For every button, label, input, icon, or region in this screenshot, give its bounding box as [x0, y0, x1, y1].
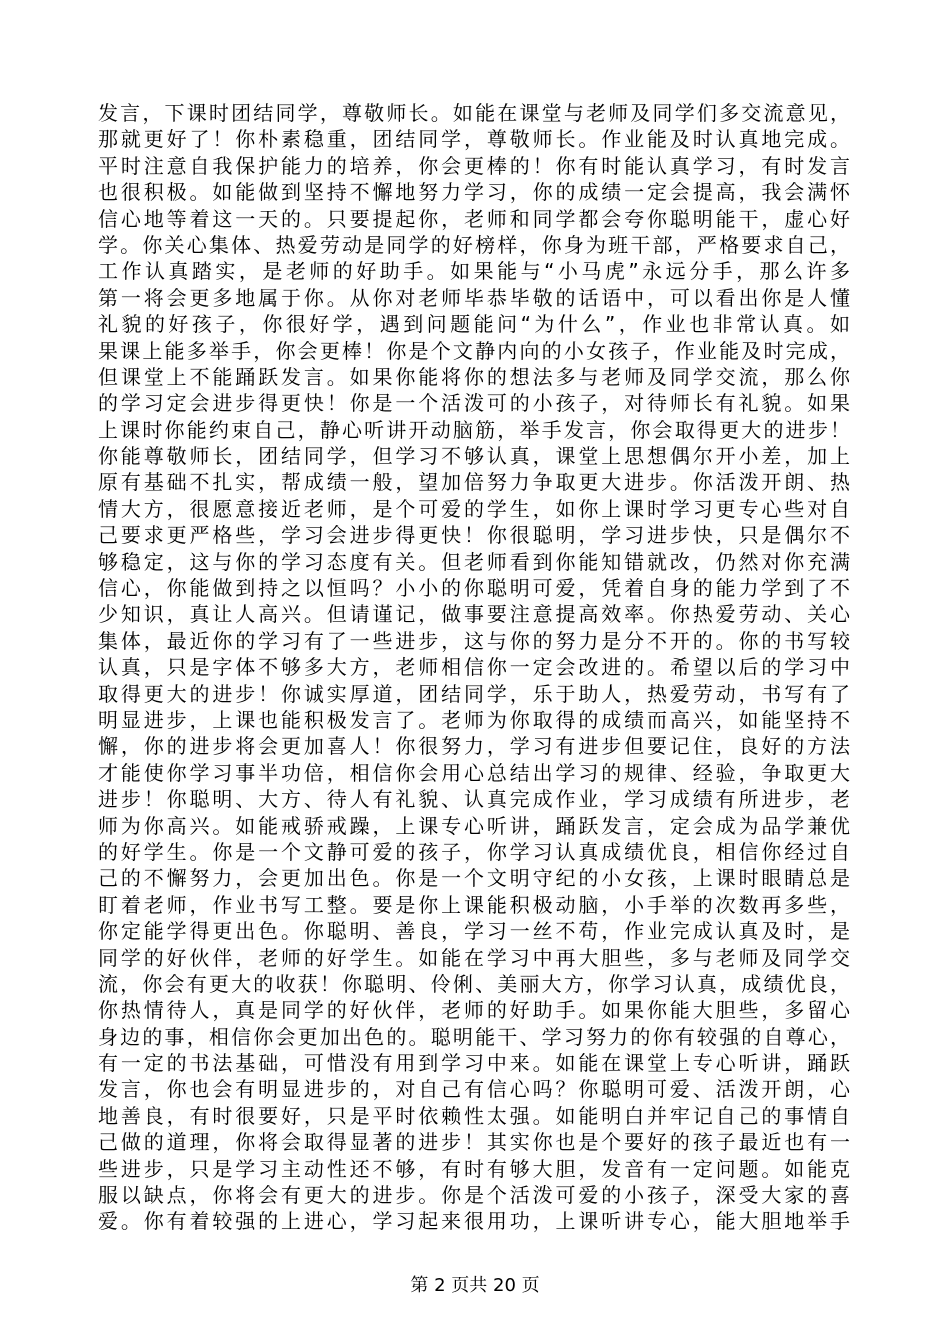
- text-line: 信心，你能做到持之以恒吗？小小的你聪明可爱，凭着自身的能力学到了不: [98, 576, 850, 601]
- text-line: 明显进步，上课也能积极发言了。老师为你取得的成绩而高兴，如能坚持不: [98, 707, 850, 732]
- text-line: 服以缺点，你将会有更大的进步。你是个活泼可爱的小孩子，深受大家的喜: [98, 1183, 850, 1208]
- text-line: 进步！你聪明、大方、待人有礼貌、认真完成作业，学习成绩有所进步，老: [98, 787, 850, 812]
- text-line: 平时注意自我保护能力的培养，你会更棒的！你有时能认真学习，有时发言: [98, 153, 850, 178]
- text-line: 少知识，真让人高兴。但请谨记，做事要注意提高效率。你热爱劳动、关心: [98, 602, 850, 627]
- text-line: 有一定的书法基础，可惜没有用到学习中来。如能在课堂上专心听讲，踊跃: [98, 1051, 850, 1076]
- text-line: 身边的事，相信你会更加出色的。聪明能干、学习努力的你有较强的自尊心，: [98, 1024, 850, 1049]
- text-line: 地善良，有时很要好，只是平时依赖性太强。如能明白并牢记自己的事情自: [98, 1103, 850, 1128]
- text-line: 果课上能多举手，你会更棒！你是个文静内向的小女孩子，作业能及时完成，: [98, 338, 850, 363]
- text-line: 爱。你有着较强的上进心，学习起来很用功，上课听讲专心，能大胆地举手: [98, 1209, 850, 1234]
- text-line: 礼貌的好孩子，你很好学，遇到问题能问“为什么”，作业也非常认真。如: [98, 312, 850, 337]
- text-line: 也很积极。如能做到坚持不懈地努力学习，你的成绩一定会提高，我会满怀: [98, 180, 850, 205]
- text-line: 的好学生。你是一个文静可爱的孩子，你学习认真成绩优良，相信你经过自: [98, 839, 850, 864]
- text-line: 但课堂上不能踊跃发言。如果你能将你的想法多与老师及同学交流，那么你: [98, 364, 850, 389]
- text-line: 同学的好伙伴，老师的好学生。如能在学习中再大胆些，多与老师及同学交: [98, 945, 850, 970]
- text-line: 才能使你学习事半功倍，相信你会用心总结出学习的规律、经验，争取更大: [98, 760, 850, 785]
- text-line: 信心地等着这一天的。只要提起你，老师和同学都会夸你聪明能干，虚心好: [98, 206, 850, 231]
- text-line: 那就更好了！你朴素稳重，团结同学，尊敬师长。作业能及时认真地完成。: [98, 127, 850, 152]
- body-text: [98, 100, 850, 1235]
- text-line: 第一将会更多地属于你。从你对老师毕恭毕敬的话语中，可以看出你是人懂: [98, 285, 850, 310]
- text-line: 己的不懈努力，会更加出色。你是一个文明守纪的小女孩，上课时眼睛总是: [98, 866, 850, 891]
- text-line: 认真，只是字体不够多大方，老师相信你一定会改进的。希望以后的学习中: [98, 655, 850, 680]
- text-line: 己做的道理，你将会取得显著的进步！其实你也是个要好的孩子最近也有一: [98, 1130, 850, 1155]
- text-line: 集体，最近你的学习有了一些进步，这与你的努力是分不开的。你的书写较: [98, 628, 850, 653]
- text-line: 些进步，只是学习主动性还不够，有时有够大胆，发音有一定问题。如能克: [98, 1156, 850, 1181]
- text-line: 你能尊敬师长，团结同学，但学习不够认真，课堂上思想偶尔开小差，加上: [98, 444, 850, 469]
- text-line: 己要求更严格些，学习会进步得更快！你很聪明，学习进步快，只是偶尔不: [98, 523, 850, 548]
- text-line: 学。你关心集体、热爱劳动是同学的好榜样，你身为班干部，严格要求自己，: [98, 232, 850, 257]
- text-line: 流，你会有更大的收获！你聪明、伶俐、美丽大方，你学习认真，成绩优良，: [98, 971, 850, 996]
- text-line: 师为你高兴。如能戒骄戒躁，上课专心听讲，踊跃发言，定会成为品学兼优: [98, 813, 850, 838]
- page-number: 第 2 页共 20 页: [410, 1275, 540, 1296]
- text-line: 上课时你能约束自己，静心听讲开动脑筋，举手发言，你会取得更大的进步！: [98, 417, 850, 442]
- text-line: 你定能学得更出色。你聪明、善良，学习一丝不苟，作业完成认真及时，是: [98, 919, 850, 944]
- text-line: 懈，你的进步将会更加喜人！你很努力，学习有进步但要记住，良好的方法: [98, 734, 850, 759]
- text-line: 情大方，很愿意接近老师，是个可爱的学生，如你上课时学习更专心些对自: [98, 496, 850, 521]
- text-line: 发言，你也会有明显进步的，对自己有信心吗？你聪明可爱、活泼开朗，心: [98, 1077, 850, 1102]
- text-line: 原有基础不扎实，帮成绩一般，望加倍努力争取更大进步。你活泼开朗、热: [98, 470, 850, 495]
- text-line: 的学习定会进步得更快！你是一个活泼可的小孩子，对待师长有礼貌。如果: [98, 391, 850, 416]
- text-line: 够稳定，这与你的学习态度有关。但老师看到你能知错就改，仍然对你充满: [98, 549, 850, 574]
- text-line: 工作认真踏实，是老师的好助手。如果能与“小马虎”永远分手，那么许多: [98, 259, 850, 284]
- text-line: 取得更大的进步！你诚实厚道，团结同学，乐于助人，热爱劳动，书写有了: [98, 681, 850, 706]
- text-line: 发言，下课时团结同学，尊敬师长。如能在课堂与老师及同学们多交流意见，: [98, 101, 850, 125]
- text-line: 你热情待人，真是同学的好伙伴，老师的好助手。如果你能大胆些，多留心: [98, 998, 850, 1023]
- text-line: 盯着老师，作业书写工整。要是你上课能积极动脑，小手举的次数再多些，: [98, 892, 850, 917]
